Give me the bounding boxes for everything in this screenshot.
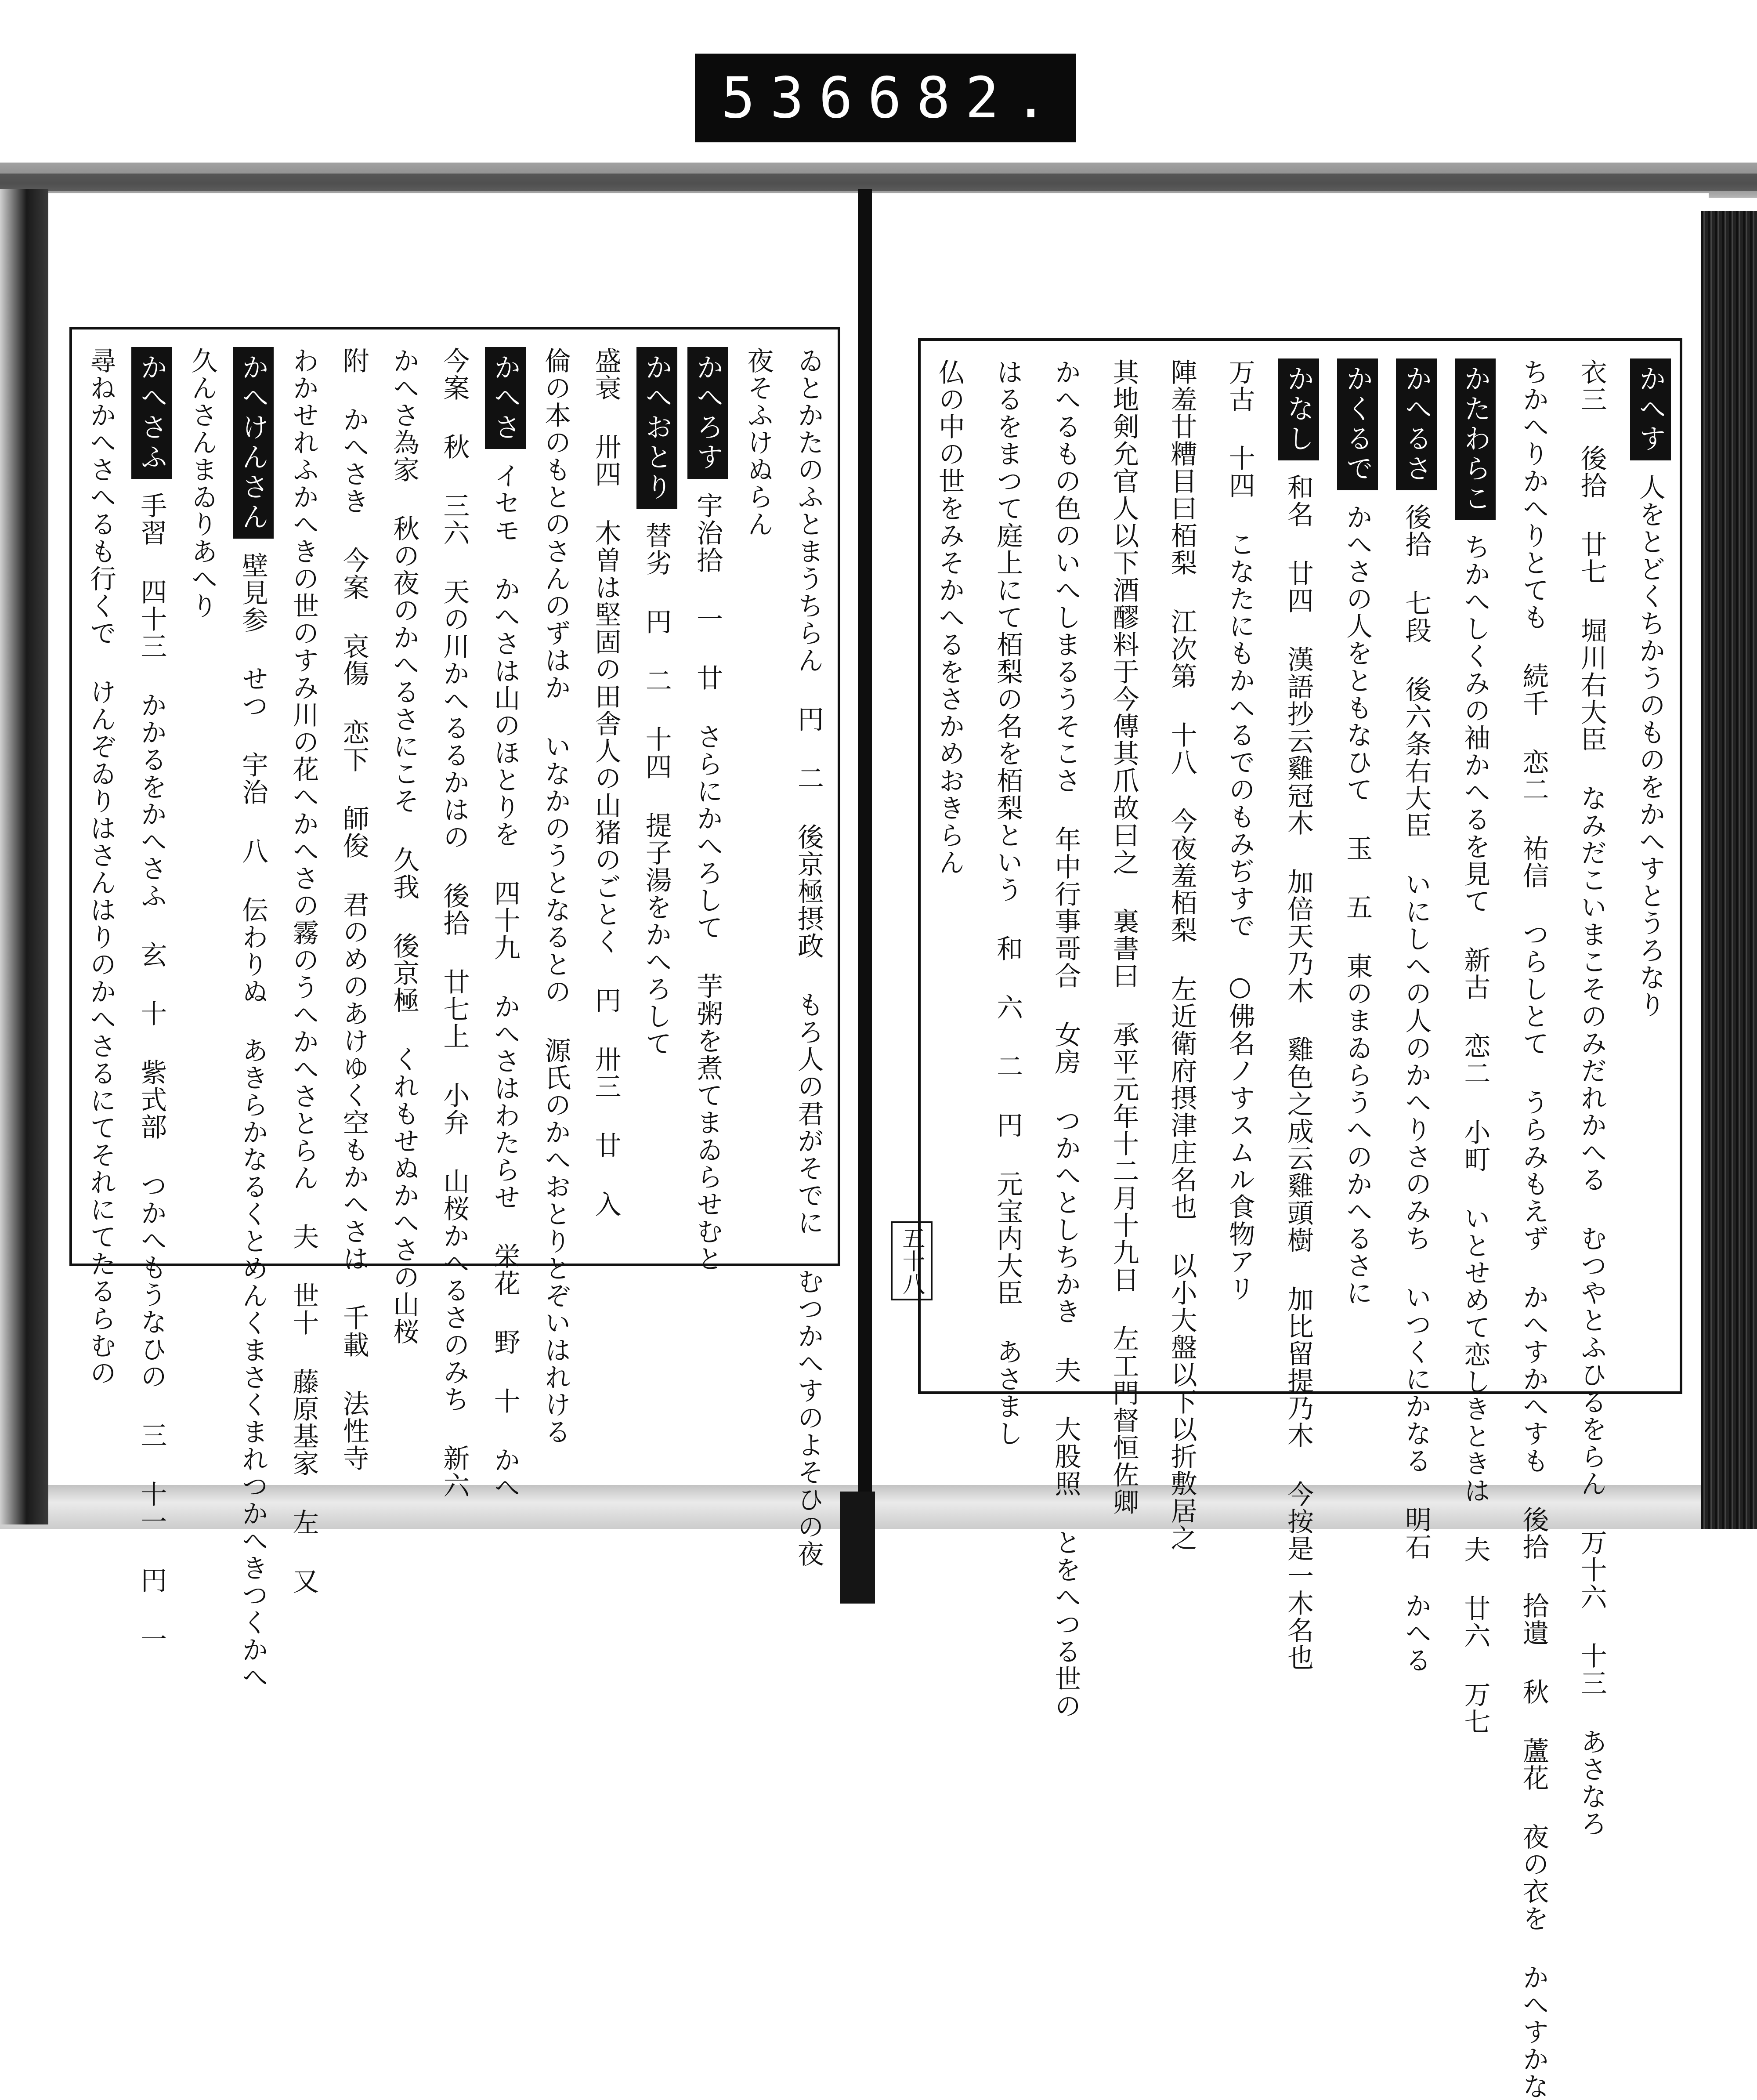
column-text: はるをまつて庭上にて栢梨の名を栢梨という 和 六 二 円 元宝内大臣 あさまし <box>992 358 1023 1447</box>
column-text: ちかへりかへりとても 続千 恋二 祐信 つらしとて うらみもえず かへすかへすも 後拾 拾遺 秋 蘆花 夜の衣を かへすかな <box>1518 358 1549 2100</box>
right-page-text-frame <box>918 338 1682 2100</box>
headword: かくるで <box>1337 358 1378 490</box>
column-text: 附 かへさき 今案 哀傷 恋下 師俊 君のめのあけゆく空もかへさは 千載 法性寺 <box>338 347 369 1472</box>
text-column <box>992 358 1023 1447</box>
column-text: 壁見参 せつ 宇治 八 伝わりぬ あきらかなるくとめんくまさくまれつかへきつくかへ <box>238 552 269 1691</box>
text-column <box>389 347 420 1345</box>
headword: かへさ <box>485 347 526 449</box>
text-column <box>936 358 963 876</box>
text-column <box>640 347 673 1057</box>
label-right-number: 682. <box>868 65 1063 131</box>
column-text: イセモ かへさは山のほとりを 四十九 かへさはわたらせ 栄花 野 十 かへ <box>489 462 521 1501</box>
column-text: かへさ為家 秋の夜のかへるさにこそ 久我 後京極 くれもせぬかへさの山桜 <box>389 347 420 1345</box>
text-column <box>136 347 168 1653</box>
reel-label <box>695 54 1076 142</box>
column-text: 宇治拾 一 廿 さらにかへろして 芋粥を煮てまゐらせむと <box>692 492 723 1272</box>
text-column <box>489 347 521 1501</box>
text-column <box>1459 358 1492 1735</box>
right-page-columns <box>934 358 1667 2100</box>
column-text: 陣羞廿糟目曰栢梨 江次第 十八 今夜羞栢梨 左近衛府摂津庄名也 以小大盤以下以折敷居之 <box>1166 358 1197 1552</box>
headword: かへろす <box>687 347 728 479</box>
column-text: 衣三 後拾 廿七 堀川右大臣 なみだこいまこそのみだれかへる むつやとふひるをらん 万十六 十三 あさなろ <box>1576 358 1607 1837</box>
left-page-text-frame <box>69 327 840 1691</box>
label-left-number: 536 <box>721 65 868 131</box>
text-column <box>1400 358 1433 1674</box>
text-column <box>1050 358 1081 1720</box>
text-column <box>793 347 824 1568</box>
column-text: ゐとかたのふとまうちらん 円 二 後京極摂政 もろ人の君がそでに むつかへすのよそひの夜 <box>793 347 824 1568</box>
text-column <box>1341 358 1374 1307</box>
left-page-edge <box>0 189 48 1524</box>
column-text: 手習 四十三 かかるをかへさふ 玄 十 紫式部 つかへもうなひの 三 十一 円 一 <box>136 492 167 1653</box>
text-column <box>1108 358 1139 1516</box>
text-column <box>1576 358 1607 1837</box>
column-text: 久んさんまゐりあへり <box>187 347 218 619</box>
text-column <box>288 347 319 1595</box>
headword: かへるさ <box>1396 358 1437 490</box>
text-column <box>1166 358 1197 1552</box>
text-column <box>237 347 270 1691</box>
headword: かへおとり <box>636 347 677 509</box>
text-column <box>540 347 571 1445</box>
text-column <box>1224 358 1255 1302</box>
right-page-edge <box>1701 211 1757 1529</box>
text-column <box>86 347 116 1387</box>
text-column <box>1518 358 1549 2100</box>
column-text: 仏の中の世をみそかへるをさかめおきらん <box>934 358 965 876</box>
headword: かへす <box>1630 358 1671 460</box>
column-text: わかせれふかへきの世のすみ川の花へかへさの霧のうへかへさとらん 夫 世十 藤原基家 左 又 <box>288 347 319 1595</box>
headword: かなし <box>1278 358 1319 460</box>
headword: かへけんさん <box>233 347 274 539</box>
text-column <box>338 347 369 1472</box>
text-column <box>692 347 724 1272</box>
left-page-columns <box>86 347 824 1691</box>
headword: かへさふ <box>131 347 172 479</box>
text-column <box>743 347 774 538</box>
column-text: 盛衰 卅四 木曽は堅固の田舎人の山猪のごとく 円 卅三 廿 入 <box>590 347 622 1218</box>
column-text: 倫の本のもとのさんのずはか いなかのうとなるとの 源氏のかへおとりとぞいはれける <box>540 347 571 1445</box>
spine-tab <box>840 1492 875 1604</box>
column-text: 万古 十四 こなたにもかへるでのもみぢすで ○佛名ノすスムル食物アリ <box>1224 358 1255 1302</box>
headword: かたわらこ <box>1455 358 1496 520</box>
text-column <box>1634 358 1667 1018</box>
column-text: かへるもの色のいへしまるうそこさ 年中行事哥合 女房 つかへとしちかき 夫 大股照 とをへつる世の <box>1050 358 1081 1720</box>
column-text: 尋ねかへさへるも行くで けんぞゐりはさんはりのかへさるにてそれにてたるらむの <box>86 347 116 1387</box>
column-text: 人をとどくちかうのものをかへすとうろなり <box>1634 474 1666 1018</box>
column-text: 其地剣允官人以下酒醪料于今傳其爪故曰之 裏書曰 承平元年十二月十九日 左工門督恒佐卿 <box>1108 358 1139 1516</box>
text-column <box>1282 358 1315 1671</box>
column-text: 夜そふけぬらん <box>743 347 774 538</box>
page-number: 五十八 <box>891 1221 933 1300</box>
column-text: 今案 秋 三六 天の川かへるるかはの 後拾 廿七上 小弁 山桜かへるさのみち 新六 <box>439 347 470 1499</box>
text-column <box>439 347 470 1499</box>
text-column <box>590 347 622 1218</box>
book-spine <box>858 189 872 1582</box>
text-column <box>189 347 216 619</box>
book-top-edge-dark <box>0 174 1757 191</box>
column-text: 和名 廿四 漢語抄云雞冠木 加倍天乃木 雞色之成云雞頭樹 加比留提乃木 今按是一木名也 <box>1283 474 1314 1671</box>
column-text: かへさの人をともなひて 玉 五 東のまゐらうへのかへるさに <box>1342 503 1373 1307</box>
column-text: 後拾 七段 後六条右大臣 いにしへの人のかへりさのみち いつくにかなる 明石 かへる <box>1401 503 1432 1674</box>
column-text: 替劣 円 二 十四 提子湯をかへろして <box>641 522 672 1057</box>
column-text: ちかへしくみの袖かへるを見て 新古 恋二 小町 いとせめて恋しきときは 夫 廿六 万七 <box>1460 533 1491 1735</box>
